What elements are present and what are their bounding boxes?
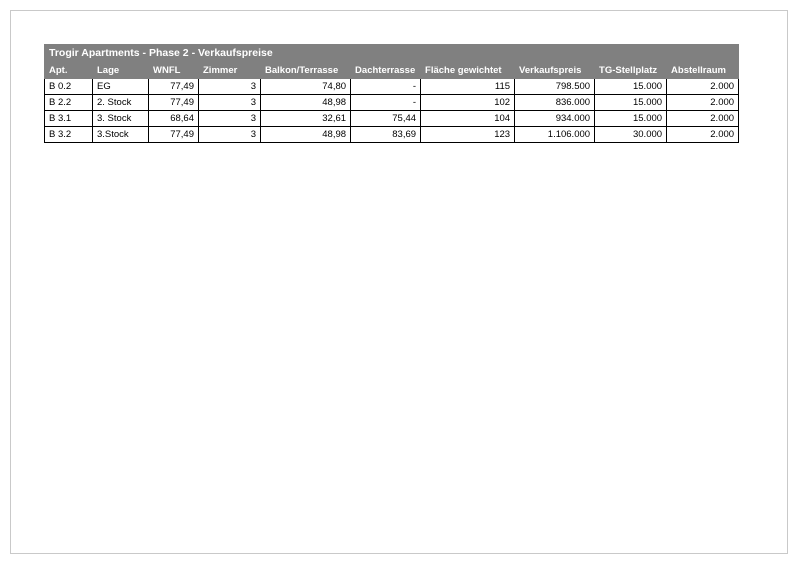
cell-balkon: 32,61 bbox=[261, 111, 351, 127]
table-title-row bbox=[45, 45, 739, 62]
cell-dachterrasse: 75,44 bbox=[351, 111, 421, 127]
column-header-abstellraum: Abstellraum bbox=[667, 62, 739, 79]
column-header-dachterrasse: Dachterrasse bbox=[351, 62, 421, 79]
column-header-wnfl: WNFL bbox=[149, 62, 199, 79]
cell-lage: 3. Stock bbox=[93, 111, 149, 127]
cell-flaeche: 104 bbox=[421, 111, 515, 127]
cell-lage: 2. Stock bbox=[93, 95, 149, 111]
column-header-lage: Lage bbox=[93, 62, 149, 79]
cell-verkaufspreis: 1.106.000 bbox=[515, 127, 595, 143]
cell-apt: B 0.2 bbox=[45, 79, 93, 95]
cell-apt: B 3.2 bbox=[45, 127, 93, 143]
price-table bbox=[44, 44, 739, 143]
title-filler-2 bbox=[421, 45, 515, 62]
title-filler-4 bbox=[595, 45, 667, 62]
table-body bbox=[45, 45, 739, 143]
cell-dachterrasse: - bbox=[351, 95, 421, 111]
cell-tg-stellplatz: 15.000 bbox=[595, 95, 667, 111]
cell-zimmer: 3 bbox=[199, 127, 261, 143]
cell-balkon: 74,80 bbox=[261, 79, 351, 95]
cell-wnfl: 77,49 bbox=[149, 95, 199, 111]
column-header-zimmer: Zimmer bbox=[199, 62, 261, 79]
cell-wnfl: 77,49 bbox=[149, 127, 199, 143]
cell-wnfl: 68,64 bbox=[149, 111, 199, 127]
cell-dachterrasse: - bbox=[351, 79, 421, 95]
cell-zimmer: 3 bbox=[199, 95, 261, 111]
title-filler-5 bbox=[667, 45, 739, 62]
title-filler-3 bbox=[515, 45, 595, 62]
cell-flaeche: 102 bbox=[421, 95, 515, 111]
cell-apt: B 2.2 bbox=[45, 95, 93, 111]
column-header-balkon-terrasse: Balkon/Terrasse bbox=[261, 62, 351, 79]
cell-abstellraum: 2.000 bbox=[667, 95, 739, 111]
cell-lage: EG bbox=[93, 79, 149, 95]
cell-balkon: 48,98 bbox=[261, 127, 351, 143]
cell-tg-stellplatz: 15.000 bbox=[595, 79, 667, 95]
table-row bbox=[45, 95, 739, 111]
table-row bbox=[45, 111, 739, 127]
cell-verkaufspreis: 836.000 bbox=[515, 95, 595, 111]
cell-tg-stellplatz: 30.000 bbox=[595, 127, 667, 143]
table-row bbox=[45, 127, 739, 143]
cell-verkaufspreis: 798.500 bbox=[515, 79, 595, 95]
cell-abstellraum: 2.000 bbox=[667, 111, 739, 127]
price-sheet bbox=[44, 44, 738, 143]
cell-zimmer: 3 bbox=[199, 79, 261, 95]
cell-apt: B 3.1 bbox=[45, 111, 93, 127]
cell-flaeche: 115 bbox=[421, 79, 515, 95]
cell-abstellraum: 2.000 bbox=[667, 127, 739, 143]
title-filler-1 bbox=[351, 45, 421, 62]
column-header-apt: Apt. bbox=[45, 62, 93, 79]
cell-verkaufspreis: 934.000 bbox=[515, 111, 595, 127]
table-header-row bbox=[45, 62, 739, 79]
cell-dachterrasse: 83,69 bbox=[351, 127, 421, 143]
cell-lage: 3.Stock bbox=[93, 127, 149, 143]
document-title: Trogir Apartments - Phase 2 - Verkaufspreise bbox=[45, 45, 351, 62]
column-header-verkaufspreis: Verkaufspreis bbox=[515, 62, 595, 79]
column-header-flaeche-gewichtet: Fläche gewichtet bbox=[421, 62, 515, 79]
table-row bbox=[45, 79, 739, 95]
cell-zimmer: 3 bbox=[199, 111, 261, 127]
cell-wnfl: 77,49 bbox=[149, 79, 199, 95]
cell-balkon: 48,98 bbox=[261, 95, 351, 111]
cell-flaeche: 123 bbox=[421, 127, 515, 143]
cell-abstellraum: 2.000 bbox=[667, 79, 739, 95]
cell-tg-stellplatz: 15.000 bbox=[595, 111, 667, 127]
column-header-tg-stellplatz: TG-Stellplatz bbox=[595, 62, 667, 79]
